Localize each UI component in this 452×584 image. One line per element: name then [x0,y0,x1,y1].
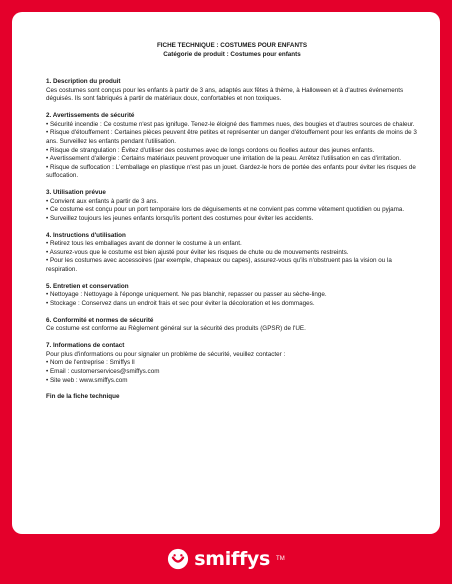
section-safety-warnings [46,112,418,181]
section-title: 3. Utilisation prévue [46,189,106,197]
product-category: Catégorie de produit : Costumes pour enfants [163,50,301,58]
smiffys-smile-icon [167,548,189,570]
section-line: • Retirez tous les emballages avant de donner le costume à un enfant. [46,240,242,248]
section-line: • Risque de suffocation : L'emballage en plastique n'est pas un jouet. Gardez-le hors de portée des enfants pour éviter les risques de suffocation. [46,163,416,180]
technical-sheet [12,12,440,534]
section-line: • Convient aux enfants à partir de 3 ans. [46,197,159,205]
section-description [46,78,418,104]
section-line: Ces costumes sont conçus pour les enfants à partir de 3 ans, adaptés aux fêtes à thème, à Halloween et à d'autres événements déguisés. Ils sont fabriqués à partir de matériaux doux, confortables et non toxiques. [46,86,404,103]
trademark-mark: TM [276,556,285,562]
section-title: 6. Conformité et normes de sécurité [46,316,154,324]
section-line: Ce costume est conforme au Règlement général sur la sécurité des produits (GPSR) de l'UE. [46,325,306,333]
section-line: • Ce costume est conçu pour un port temporaire lors de déguisements et ne convient pas comme vêtement quotidien ou pyjama. [46,206,405,214]
section-title: 7. Informations de contact [46,342,125,350]
section-line: • Sécurité incendie : Ce costume n'est pas ignifuge. Tenez-le éloigné des flammes nues, des bougies et d'autres sources de chaleur. [46,120,415,128]
section-line: • Assurez-vous que le costume est bien ajusté pour éviter les risques de chute ou de mouvements restreints. [46,248,349,256]
section-usage-instructions [46,232,418,275]
section-contact [46,342,418,385]
brand-footer [0,534,452,584]
section-line: • Stockage : Conservez dans un endroit frais et sec pour éviter la décoloration et les dommages. [46,300,315,307]
section-compliance [46,317,418,334]
section-line: • Pour les costumes avec accessoires (par exemple, chapeaux ou capes), assurez-vous qu'ils n'obstruent pas la vision ou la respiration. [46,257,392,274]
section-title: 4. Instructions d'utilisation [46,231,126,239]
sheet-header [46,42,418,59]
end-of-sheet: Fin de la fiche technique [46,393,120,401]
section-title: 2. Avertissements de sécurité [46,112,135,120]
section-line: Pour plus d'informations ou pour signaler un problème de sécurité, veuillez contacter : [46,350,286,358]
section-care-storage [46,283,418,309]
section-line: • Risque d'étouffement : Certaines pièces peuvent être petites et représenter un danger d'étouffement pour les enfants de moins de 3 ans. Surveillez les enfants pendant l'utilisation. [46,129,417,145]
brand-name: smiffys [194,548,271,570]
section-intended-use [46,189,418,223]
section-line: • Avertissement d'allergie : Certains matériaux peuvent provoquer une irritation de la peau. Arrêtez l'utilisation en cas d'irritation. [46,155,402,163]
section-line: • Nom de l'entreprise : Smiffys ll [46,359,135,367]
email-line: • Email : customerservices@smiffys.com [46,367,160,375]
website-line: • Site web : www.smiffys.com [46,376,128,384]
section-line: • Risque de strangulation : Évitez d'utiliser des costumes avec de longs cordons ou ficelles autour des jeunes enfants. [46,146,375,154]
brand-logo [167,548,284,570]
section-line: • Nettoyage : Nettoyage à l'éponge uniquement. Ne pas blanchir, repasser ou passer au sèche-linge. [46,291,327,299]
section-line: • Surveillez toujours les jeunes enfants lorsqu'ils portent des costumes pour éviter les accidents. [46,214,314,222]
section-title: 5. Entretien et conservation [46,282,129,290]
section-title: 1. Description du produit [46,78,121,86]
sheet-title: FICHE TECHNIQUE : COSTUMES POUR ENFANTS [156,42,308,49]
